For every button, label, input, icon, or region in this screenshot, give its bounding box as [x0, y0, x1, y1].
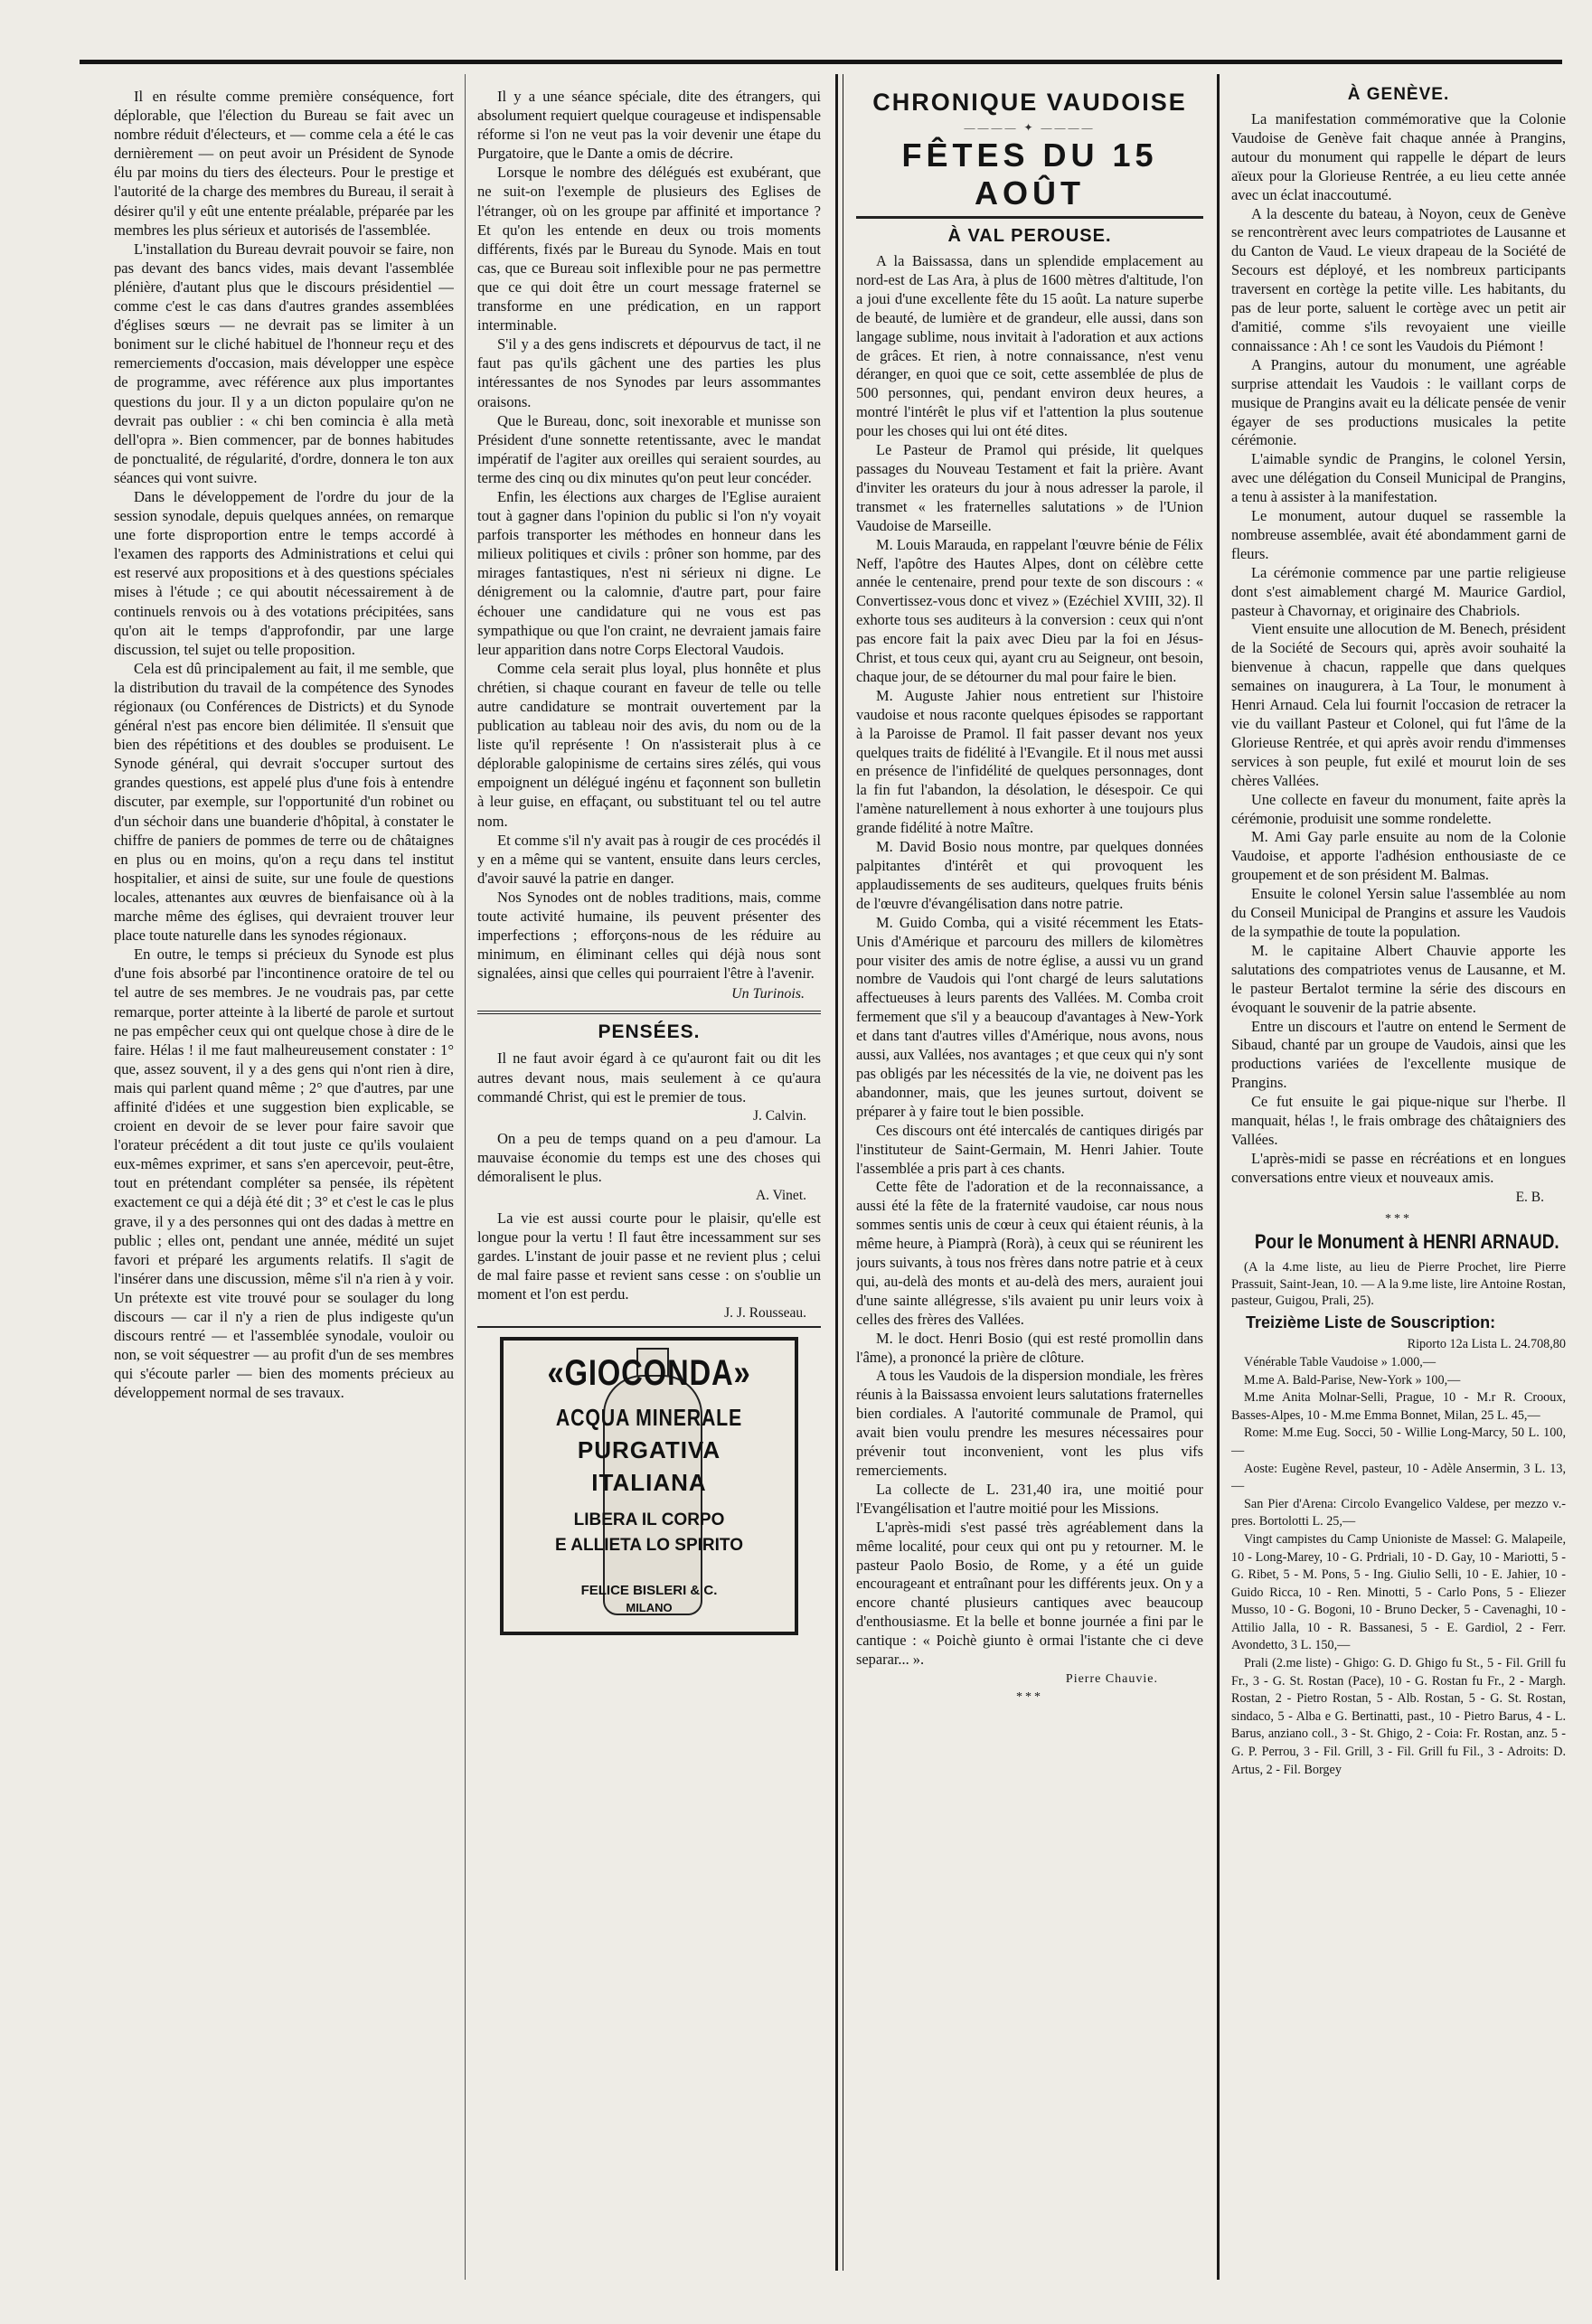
pensee-author: A. Vinet. [755, 1187, 806, 1203]
ad-line: ACQUA MINERALE [555, 1404, 743, 1432]
paragraph: Lorsque le nombre des délégués est exubérant, que ne suit-on l'exemple de plusieurs des Eglises de l'étranger, où on les groupe par affinité et importance ? Et qu'on les entende en deux ou trois moments différents, fixés par le Bureau du Synode. Mais en tout cas, que ce Bureau soit inflexible pour ne pas permettre que ce qui doit être un court message fraternel se transforme en une prédication, en un rapport interminable. [477, 164, 821, 334]
paragraph: L'installation du Bureau devrait pouvoir se faire, non pas devant des bancs vides, mais devant l'assemblée plénière, d'autant plus que le discours présidentiel — comme c'est le cas dans d'autres grandes assemblées d'églises sœurs — ne devrait pas se limiter à un boniment sur le cliché habituel de l'honneur reçu et des remerciements d'occasion, mais développer une espèce de programme, avec référence aux plus importantes questions du jour. Il y a un dicton populaire qu'on ne devrait pas oublier : « chi ben comincia è alla metà dell'opra ». Bien commencer, par de bonnes habitudes de ponctualité, de régularité, d'ordre, donnera le ton aux séances qui vont suivre. [114, 240, 454, 486]
riporto-line: Riporto 12a Lista L. 24.708,80 [1407, 1337, 1566, 1352]
paragraph: Il y a une séance spéciale, dite des étrangers, qui absolument requiert quelque courageuse et indispensable réforme si l'on ne veut pas la voir devenir une étape du Purgatoire, que le Dante a omis de décrire. [477, 88, 821, 163]
pensee-text: On a peu de temps quand on a peu d'amour. La mauvaise économie du temps est une des choses qui démoralisent le plus. [477, 1129, 821, 1185]
paragraph: En outre, le temps si précieux du Synode est plus d'une fois absorbé par l'incontinence oratoire de tel ou tel autre de ses membres. Je ne voudrais pas, par cette remarque, porter atteinte à la liberté de parole et surtout ne pas empêcher ceux qui ont quelque chose à dire de le faire. Hélas ! il me faut malheureusement constater : 1° que, assez souvent, il y a des gens qui n'ont rien à dire, mais qui parlent quand même ; 2° que d'autres, par une affinité d'idées et une suggestion bien explicable, se croient en devoir de se lever pour faire savoir que l'orateur précédent a dit tout juste ce qu'ils voulaient eux-mêmes exprimer, et sans s'en apercevoir, peut-être, tout en prétendant compléter sa pensée, ils répètent exactement ce qui a déjà été dit ; 3° et c'est le cas le plus grave, il y a des personnes qui ont des dadas à mettre en public ; elles ont, pendant une année, médité un sujet favori et préparé les arguments relatifs. Il s'agit de l'insérer dans une discussion, même s'il n'a rien à y voir. Un prétexte est vite trouvé pour se soulager du long discours — car il n'y a rien de plus indigeste qu'un discours rentré — et l'assemblée synodale, vouloir ou non, se voit séquestrer — au profit d'un de ses membres qui s'écoute parler — bien des moments précieux au développement normal de ses travaux. [114, 946, 454, 1402]
paragraph: L'après-midi se passe en récréations et en longues conversations entre vieux et nouveaux amis. [1231, 1149, 1566, 1186]
paragraph: M. Ami Gay parle ensuite au nom de la Colonie Vaudoise, et apporte l'adhésion enthousiaste de ce groupement et de son président M. Balmas. [1231, 828, 1566, 884]
ad-maker: FELICE BISLERI & C. [580, 1583, 718, 1599]
ornament-divider: ———— ✦ ———— [964, 121, 1096, 134]
column-rule-3 [1217, 74, 1220, 2280]
pensees-title: PENSÉES. [598, 1021, 701, 1043]
paragraph: Il en résulte comme première conséquence, fort déplorable, que l'élection du Bureau se fait avec un nombre réduit d'électeurs, et — comme cela a été le cas dernièrement — on peut avoir un Président de Synode élu par moins du tiers des électeurs. Pour le prestige et l'autorité de la charge des membres du Bureau, il serait à désirer qu'il y eût une entente préalable, préparée par les membres les plus sérieux et autorisés de l'assemblée. [114, 88, 454, 239]
paragraph: Enfin, les élections aux charges de l'Eglise auraient tout à gagner dans l'opinion du public si l'on n'y voyait parfois transporter les méthodes en honneur dans les milieux politiques et civils : prôner son homme, par des mirages fantastiques, n'est ni sérieux ni digne. Le dénigrement ou la calomnie, d'autre part, pour faire échouer une candidature qui ne vous est pas sympathique ou que l'on craint, ne devraient jamais faire leur apparition dans notre Corps Electoral Vaudois. [477, 487, 821, 658]
paragraph: A la descente du bateau, à Noyon, ceux de Genève se rencontrèrent avec leurs compatriotes de Lausanne et du Canton de Vaud. Le vieux drapeau de la Société de Secours est déployé, et les nombreux participants traversent en cortège la petite ville. Les habitants, du pas de leur porte, saluent le cortège avec un petit air d'amitié, comme s'ils revoyaient une vieille connaissance : Ah ! ce sont les Vaudois du Piémont ! [1231, 204, 1566, 354]
section-divider [477, 1011, 821, 1014]
paragraph: M. le doct. Henri Bosio (qui est resté promollin dans l'âme), a prononcé la prière de clôture. [856, 1329, 1203, 1366]
ad-line: PURGATIVA [577, 1436, 721, 1464]
paragraph: La collecte de L. 231,40 ira, une moitié pour l'Evangélisation et l'autre moitié pour les Missions. [856, 1480, 1203, 1517]
fetes-headline: FÊTES DU 15 AOÛT [856, 136, 1203, 219]
ad-line: ITALIANA [591, 1469, 707, 1497]
subscription-list-title: Treizième Liste de Souscription: [1246, 1313, 1496, 1332]
val-perouse-subhead: À VAL PEROUSE. [947, 226, 1112, 246]
paragraph: M. Louis Marauda, en rappelant l'œuvre bénie de Félix Neff, l'apôtre des Hautes Alpes, dont on célèbre cette année le centenaire, prend pour texte de son discours : « Convertissez-vous donc et vivez » (Ezéchiel XVIII, 32). Il exhorte tous ses auditeurs à la conversion : ceux qui n'ont pas encore fait la paix avec Dieu par la foi en Jésus-Christ, et tous ceux qui, ayant cru au Seigneur, ont besoin, chaque jour, de se détourner du mal pour faire le bien. [856, 535, 1203, 685]
article-synode-column [114, 87, 454, 2292]
subscription-entry: Vénérable Table Vaudoise » 1.000,— [1244, 1354, 1437, 1369]
paragraph: Cela est dû principalement au fait, il me semble, que la distribution du travail de la compétence des Synodes régionaux (ou Conférences de Districts) et du Synode général n'est pas encore bien délimitée. Il s'ensuit que bien des répétitions et des doubles se produisent. Le Synode général, qui devrait s'occuper surtout des grandes questions, est appelé plus d'une fois à entendre discuter, par exemple, sur l'opportunité d'un robinet ou d'un séchoir dans une buanderie d'hôpital, à constater le chiffre de paniers de pommes de terre ou de châtaignes en plus ou en moins, qu'on a reçu dans tel institut hospitalier, et ainsi de suite, sur une foule de questions locales, attenantes aux œuvres de bienfaisance où à la marche même des églises, qui devraient trouver leur place toute naturelle dans les synodes régionaux. [114, 659, 454, 945]
column-rule-1 [465, 74, 466, 2280]
section-stars: *** [1016, 1689, 1043, 1704]
gioconda-advertisement [500, 1337, 798, 1635]
ad-line: E ALLIETA LO SPIRITO [555, 1536, 743, 1556]
paragraph: A la Baissassa, dans un splendide emplacement au nord-est de Las Ara, à plus de 1600 mètres d'altitude, l'on a joui d'une excellente fête du 15 août. La nature superbe de beauté, de lumière et de grandeur, elle aussi, dans son langage sublime, nous invitait à l'adoration et aux actions de grâces. Et rien, à notre connaissance, n'est venu déranger, en quoi que ce soit, cette assemblée de plus de 500 personnes, qui, pendant environ deux heures, a montré l'intérêt le plus vif et l'attention la plus soutenue pour les choses qui lui ont été dites. [856, 252, 1203, 440]
paragraph: Ce fut ensuite le gai pique-nique sur l'herbe. Il manquait, hélas !, le frais ombrage des châtaigniers des Vallées. [1231, 1093, 1566, 1148]
subscription-entry: Prali (2.me liste) - Ghigo: G. D. Ghigo fu St., 5 - Fil. Grill fu Fr., 3 - G. St. Rostan (Pace), 10 - G. Rostan fu Fr., 2 - Margh. Rostan, 2 - Pietro Rostan, 5 - Alb. Rostan, 5 - G. St. Rostan, sindaco, 5 - Alba e G. Bertinatti, past., 10 - Pietro Barus, 4 - L. Barus, anziano coll., 3 - St. Ghigo, 2 - Coia: Fr. Rostan, anz. 5 - G. P. Perrou, 3 - Fil. Grill, 3 - Fil. Grill fu Fil., 3 - Adroits: D. Artus, 2 - Fil. Borgey [1231, 1656, 1566, 1777]
paragraph: Que le Bureau, donc, soit inexorable et munisse son Président d'une sonnette retentissante, avec le mandat impératif de l'agiter aux oreilles qui seraient sourdes, au terme des cinq ou dix minutes qu'on peut leur concéder. [477, 411, 821, 486]
subscription-entry: Rome: M.me Eug. Socci, 50 - Willie Long-Marcy, 50 L. 100,— [1231, 1425, 1566, 1458]
section-stars: *** [1385, 1211, 1412, 1226]
subscription-entry: M.me A. Bald-Parise, New-York » 100,— [1244, 1372, 1461, 1388]
article-signature: Un Turinois. [731, 986, 805, 1002]
paragraph: A Prangins, autour du monument, une agréable surprise attendait les Vaudois : le vaillant corps de musique de Prangins avait eu la délicate pensée de venir égayer de ses productions musicales la petite cérémonie. [1231, 355, 1566, 449]
paragraph: Nos Synodes ont de nobles traditions, mais, comme toute activité humaine, ils peuvent présenter des imperfections ; efforçons-nous de les réduire au minimum, en éliminant celles qui déjà nous sont signalées, ainsi que celles qui pourraient l'être à l'avenir. [477, 888, 821, 983]
subscription-entry: M.me Anita Molnar-Selli, Prague, 10 - M.r R. Crooux, Basses-Alpes, 10 - M.me Emma Bonnet, Milan, 25 L. 45,— [1231, 1390, 1566, 1423]
paragraph: Et comme s'il n'y avait pas à rougir de ces procédés il y en a même qui se vantent, ensuite dans leurs cercles, d'avoir sauvé la patrie en danger. [477, 831, 821, 887]
paragraph: Ensuite le colonel Yersin salue l'assemblée au nom du Conseil Municipal de Prangins et assure les Vaudois de la sympathie de toute la population. [1231, 885, 1566, 940]
article-signature: E. B. [1515, 1189, 1544, 1205]
subscription-entry: Aoste: Eugène Revel, pasteur, 10 - Adèle Ansermin, 3 L. 13,— [1231, 1461, 1566, 1494]
paragraph: Dans le développement de l'ordre du jour de la session synodale, depuis quelques années, on remarque une forte disproportion entre le temps accordé à l'examen des rapports des Administrations et celui qui est reservé aux propositions et à des questions spéciales mises à l'étude ; ce qui aboutit nécessairement à de continuels renvois ou à des votations précipitées, sans qu'on ait le temps d'approfondir, par une large discussion, tel sujet ou telle proposition. [114, 487, 454, 658]
paragraph: La manifestation commémorative que la Colonie Vaudoise de Genève fait chaque année à Prangins, autour du monument qui rappelle le départ de leurs aïeux pour la Glorieuse Rentrée, a eu lieu cette année avec un éclat inaccoutumé. [1231, 110, 1566, 203]
article-synode-continued-column [477, 87, 821, 2292]
paragraph: La cérémonie commence par une partie religieuse dont s'est aimablement chargé M. Maurice Gardiol, pasteur à Chavornay, et originaire des Chabriols. [1231, 563, 1566, 619]
paragraph: M. David Bosio nous montre, par quelques données palpitantes d'intérêt et qui provoquent les applaudissements de ses auditeurs, quelques fruits bénis de l'œuvre d'évangélisation dans notre patrie. [856, 838, 1203, 912]
paragraph: S'il y a des gens indiscrets et dépourvus de tact, il ne faut pas qu'ils gâchent une des parties les plus intéressantes de nos Synodes par leurs assommantes oraisons. [477, 335, 821, 410]
paragraph: Vient ensuite une allocution de M. Benech, président de la Société de Secours qui, après avoir souhaité la bienvenue à chacun, rappelle que dans quelques semaines on inaugurera, à La Tour, le monument à Henri Arnaud. Cela lui fournit l'occasion de retracer la vie du vaillant Pasteur et Colonel, qui fut l'âme de la Glorieuse Rentrée, et qui après avoir rendu d'immenses services à son peuple, fut exilé et mourut loin de ses chères Vallées. [1231, 620, 1566, 789]
chronique-vaudoise-column [856, 83, 1203, 2289]
subscription-entry: Vingt campistes du Camp Unioniste de Massel: G. Malapeile, 10 - Long-Marey, 10 - G. Prdriali, 10 - D. Gay, 10 - Mariotti, 5 - G. Ribet, 5 - M. Pons, 5 - Ing. Giulio Selli, 10 - E. Jahier, 10 - Guido Ricca, 10 - Ren. Minotti, 5 - Carlo Pons, 5 - Eliezer Musso, 10 - G. Bogoni, 10 - Bruno Decker, 5 - Cavenaghi, 10 - Attilio Jalla, 10 - R. Bassanesi, 5 - E. Gardiol, 2 - Ferr. Avondetto, 3 L. 150,— [1231, 1531, 1566, 1653]
paragraph: M. le capitaine Albert Chauvie apporte les salutations des compatriotes venus de Lausanne, et M. le pasteur Bertalot termine la série des discours en évoquant le souvenir de la patrie absente. [1231, 941, 1566, 1016]
paragraph: Entre un discours et l'autre on entend le Serment de Sibaud, chanté par un groupe de Vaudois, ainsi que les productions variées de l'excellente musique de Prangins. [1231, 1017, 1566, 1092]
ad-brand: «GIOCONDA» [547, 1353, 751, 1394]
subscription-entry: San Pier d'Arena: Circolo Evangelico Valdese, per mezzo v.-pres. Bortolotti L. 25,— [1231, 1496, 1566, 1529]
paragraph: M. Guido Comba, qui a visité récemment les Etats-Unis d'Amérique et parcouru des millers de kilomètres pour visiter des amis de notre église, a aussi vu un grand nombre de Vaudois qui l'ont chargé de leurs salutations affectueuses à leurs parents des Vallées. M. Comba croit fermement que s'il y a beaucoup d'avantages à New-York et dans tant d'autres villes d'Amérique, nous avons, nous aussi, aux Vallées, nos avantages ; et que ceux qui n'y sont pas obligés par les nécessités de la vie, ne doivent pas les abandonner, mais, que les jeunes surtout, doivent se préparer à y faire tout le bien possible. [856, 913, 1203, 1120]
ad-line: LIBERA IL CORPO [573, 1510, 725, 1530]
monument-title: Pour le Monument à HENRI ARNAUD. [1254, 1229, 1559, 1253]
chronique-title: CHRONIQUE VAUDOISE [872, 89, 1187, 116]
paragraph: Le Pasteur de Pramol qui préside, lit quelques passages du Nouveau Testament et fait la prière. Avant d'inviter les orateurs du jour à nous adresser la parole, il transmet « les fraternelles salutations » de l'Union Vaudoise de Marseille. [856, 441, 1203, 534]
paragraph: M. Auguste Jahier nous entretient sur l'histoire vaudoise et nous raconte quelques épisodes se rapportant à la Paroisse de Pramol. Il fait passer devant nos yeux quelques traits de fidélité à l'Evangile. Et il nous met aussi en présence de l'infidélité de quelques personnages, dont la fin fut l'abandon, la désolation, le désespoir. Ce qui l'amène naturellement à nous exhorter à une toujours plus grande fidélité à notre Maître. [856, 686, 1203, 837]
a-geneve-column [1231, 83, 1566, 2289]
column-rule-2 [835, 74, 838, 2271]
pensee-author: J. Calvin. [753, 1107, 806, 1124]
ad-city: MILANO [626, 1601, 673, 1615]
pensee-text: Il ne faut avoir égard à ce qu'auront fait ou dit les autres devant nous, mais seulement à ce qu'aura commandé Christ, qui est le premier de tous. [477, 1049, 821, 1106]
a-geneve-title: À GENÈVE. [1347, 85, 1450, 104]
paragraph: Comme cela serait plus loyal, plus honnête et plus chrétien, si chaque courant en faveur de telle ou telle autre candidature se montrait ouvertement par la publication au tableau noir des avis, du nom ou de la liste qu'il représente ! On n'assisterait plus à ce déplorable galopinisme de certains sires zélés, qui vous empoignent un délégué ingénu et façonnent son bulletin à leur guise, en effaçant, ou substituant tel ou tel autre nom. [477, 659, 821, 830]
paragraph: Cette fête de l'adoration et de la reconnaissance, a aussi été la fête de la fraternité vaudoise, car nous nous sommes sentis unis de cœur à ceux qui étaient réunis, à la même heure, à Piamprà (Rorà), à ceux qui se réunirent les jours suivants, à tous nos frères dans notre patrie et à ceux qui, au-delà des monts et au-delà des mers, auraient joui d'une sainte allégresse, s'ils avaient pu unir leurs voix à celles des frères des Vallées. [856, 1178, 1203, 1328]
pensee-author: J. J. Rousseau. [724, 1305, 806, 1322]
paragraph: Ces discours ont été intercalés de cantiques dirigés par l'instituteur de Saint-Germain, M. Henri Jahier. Toute l'assemblée a pris part à ces chants. [856, 1121, 1203, 1177]
paragraph: Une collecte en faveur du monument, faite après la cérémonie, produisit une somme rondelette. [1231, 790, 1566, 827]
paragraph: L'après-midi s'est passé très agréablement dans la même localité, pour ceux qui ont pu y retourner. M. le pasteur Paolo Bosio, de Rome, y a été un guide encourageant et entraînant pour les différents jeux. On y a encore chanté plusieurs cantiques avec beaucoup d'enthousiasme. Et la belle et bonne journée a fini par le cantique : « Poichè giunto è ormai l'istante che ci deve separar... ». [856, 1518, 1203, 1669]
pensee-text: La vie est aussi courte pour le plaisir, qu'elle est longue pour la vertu ! Il faut être incessamment sur ses gardes. L'instant de jouir passe et ne revient plus ; celui de mal faire passe et revient sans cesse : on s'oublie un moment et l'on est perdu. [477, 1209, 821, 1303]
paragraph: L'aimable syndic de Prangins, le colonel Yersin, avec une délégation du Conseil Municipal de Prangins, a tenu à assister à la manifestation. [1231, 450, 1566, 506]
monument-note: (A la 4.me liste, au lieu de Pierre Prochet, lire Pierre Prassuit, Saint-Jean, 10. — A la 9.me liste, lire Antoine Rostan, pasteur, Guigou, Prali, 25). [1231, 1259, 1566, 1309]
article-signature: Pierre Chauvie. [1065, 1671, 1158, 1686]
paragraph: Le monument, autour duquel se rassemble la nombreuse assemblée, avait été abondamment garni de fleurs. [1231, 507, 1566, 562]
page-top-rule [80, 60, 1562, 64]
paragraph: A tous les Vaudois de la dispersion mondiale, les frères réunis à la Baissassa envoient leurs salutations fraternelles bien cordiales. A l'autorité communale de Pramol, qui avait bien voulu prendre les mesures nécessaires pour prévenir tout inconvenient, vont les plus vifs remerciements. [856, 1367, 1203, 1479]
section-divider [477, 1326, 821, 1328]
